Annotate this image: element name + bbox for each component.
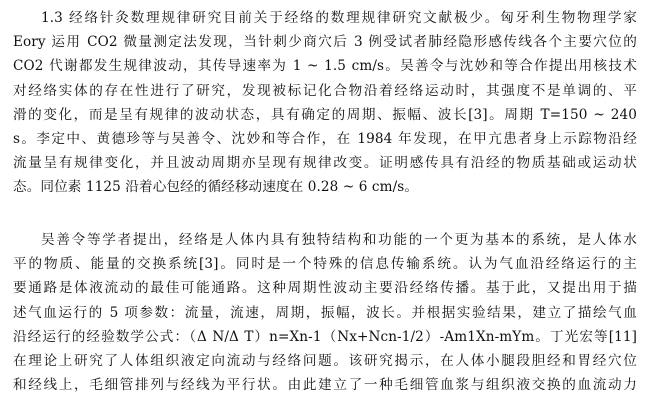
text-line: 和经线上，毛细管排列与经线为平行状。由此建立了一种毛细管血浆与组织液交换的血流动力 [13,377,637,394]
text-line: 吴善令等学者提出，经络是人体内具有独特结构和功能的一个更为基本的系统，是人体水 [41,232,637,248]
paragraph-meridian-system-theory [13,228,637,397]
paragraph-meridian-numerical-laws [13,6,637,200]
text-line: CO2 代谢都发生规律波动，其传导速率为 1 ~ 1.5 cm/s。吴善令与沈妙和等合作提出用核技术 [13,58,637,75]
text-line: 要通路是体液流动的最佳可能通路。这种周期性波动主要沿经络传播。基于此，又提出用于描 [13,280,637,297]
text-line: 在理论上研究了人体组织液定向流动与经络问题。该研究揭示，在人体小腿段胆经和胃经穴位 [13,352,637,369]
text-line: s。李定中、黄德珍等与吴善令、沈妙和等合作，在 1984 年发现，在甲亢患者身上示踪物沿经 [13,130,637,147]
text-line: 述气血运行的 5 项参数：流量，流速，周期，振幅，波长。并根据实验结果，建立了描绘气血 [13,304,637,321]
text-line: 1.3 经络针灸数理规律研究目前关于经络的数理规律研究文献极少。匈牙利生物物理学家 [41,10,637,26]
text-line: 对经络实体的存在性进行了研究，发现被标记化合物沿着经络运动时，其强度不是单调的、平 [13,82,637,99]
text-line: 流量呈有规律变化，并且波动周期亦呈现有规律改变。证明感传具有沿经的物质基础或运动状 [13,155,637,172]
text-line: 滑的变化，而是呈有规律的波动状态，具有确定的周期、振幅、波长[3]。周期 T=150 ~ 240 [13,106,637,123]
text-line: 态。同位素 1125 沿着心包经的循经移动速度在 0.28 ~ 6 cm/s。 [13,179,419,196]
text-line: 平的物质、能量的交换系统[3]。同时是一个特殊的信息传输系统。认为气血沿经络运行的主 [13,256,637,273]
text-line: 沿经运行的经验数学公式：（Δ N/Δ T）n=Xn-1（Nx+Ncn-1/2）-Am1Xn-mYm。丁光宏等[11] [13,328,637,345]
text-line: Eory 运用 CO2 微量测定法发现，当针刺少商穴后 3 例受试者肺经隐形感传线各个主要穴位的 [13,34,637,51]
